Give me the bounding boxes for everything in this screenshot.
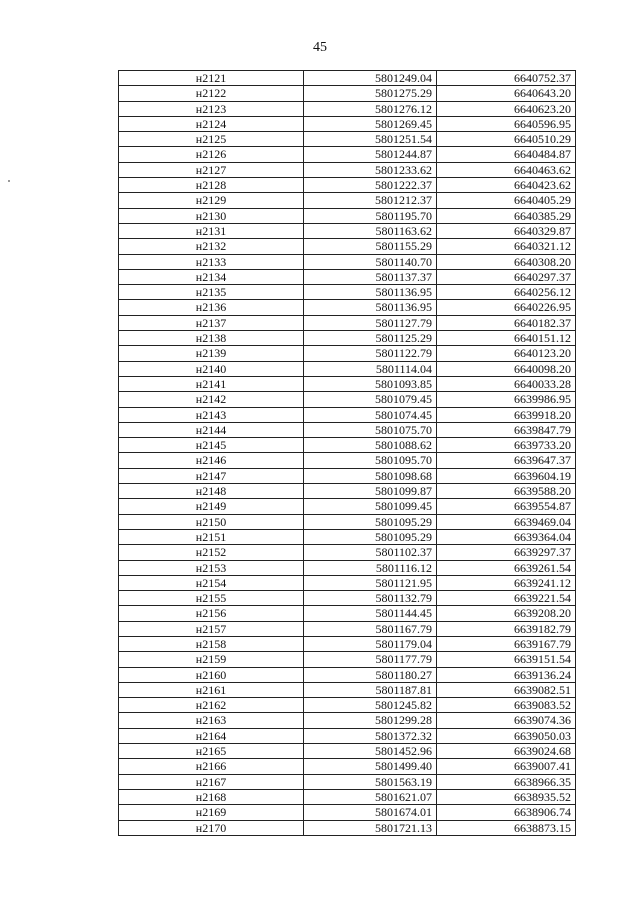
x-coordinate-cell: 5801275.29 bbox=[304, 86, 437, 101]
y-coordinate-cell: 6640123.20 bbox=[437, 346, 576, 361]
table-row bbox=[119, 254, 576, 269]
table-row bbox=[119, 376, 576, 391]
point-name-cell: н2121 bbox=[119, 71, 304, 86]
x-coordinate-cell: 5801563.19 bbox=[304, 774, 437, 789]
table-row bbox=[119, 193, 576, 208]
x-coordinate-cell: 5801095.29 bbox=[304, 514, 437, 529]
margin-mark bbox=[8, 180, 10, 182]
y-coordinate-cell: 6639136.24 bbox=[437, 667, 576, 682]
point-name-cell: н2154 bbox=[119, 575, 304, 590]
y-coordinate-cell: 6639588.20 bbox=[437, 484, 576, 499]
x-coordinate-cell: 5801452.96 bbox=[304, 744, 437, 759]
point-name-cell: н2144 bbox=[119, 422, 304, 437]
x-coordinate-cell: 5801163.62 bbox=[304, 223, 437, 238]
table-row bbox=[119, 575, 576, 590]
table-row bbox=[119, 805, 576, 820]
table-row bbox=[119, 453, 576, 468]
table-row bbox=[119, 315, 576, 330]
table-row bbox=[119, 713, 576, 728]
point-name-cell: н2132 bbox=[119, 239, 304, 254]
point-name-cell: н2149 bbox=[119, 499, 304, 514]
y-coordinate-cell: 6640308.20 bbox=[437, 254, 576, 269]
y-coordinate-cell: 6639647.37 bbox=[437, 453, 576, 468]
x-coordinate-cell: 5801095.29 bbox=[304, 529, 437, 544]
y-coordinate-cell: 6639208.20 bbox=[437, 606, 576, 621]
y-coordinate-cell: 6640463.62 bbox=[437, 162, 576, 177]
y-coordinate-cell: 6639221.54 bbox=[437, 591, 576, 606]
x-coordinate-cell: 5801187.81 bbox=[304, 682, 437, 697]
x-coordinate-cell: 5801244.87 bbox=[304, 147, 437, 162]
point-name-cell: н2163 bbox=[119, 713, 304, 728]
y-coordinate-cell: 6639241.12 bbox=[437, 575, 576, 590]
table-row bbox=[119, 178, 576, 193]
point-name-cell: н2162 bbox=[119, 698, 304, 713]
table-row bbox=[119, 468, 576, 483]
table-row bbox=[119, 606, 576, 621]
y-coordinate-cell: 6638935.52 bbox=[437, 789, 576, 804]
point-name-cell: н2125 bbox=[119, 132, 304, 147]
table-row bbox=[119, 101, 576, 116]
y-coordinate-cell: 6640385.29 bbox=[437, 208, 576, 223]
x-coordinate-cell: 5801098.68 bbox=[304, 468, 437, 483]
x-coordinate-cell: 5801088.62 bbox=[304, 438, 437, 453]
x-coordinate-cell: 5801136.95 bbox=[304, 300, 437, 315]
point-name-cell: н2147 bbox=[119, 468, 304, 483]
x-coordinate-cell: 5801140.70 bbox=[304, 254, 437, 269]
y-coordinate-cell: 6639024.68 bbox=[437, 744, 576, 759]
y-coordinate-cell: 6640405.29 bbox=[437, 193, 576, 208]
point-name-cell: н2169 bbox=[119, 805, 304, 820]
x-coordinate-cell: 5801674.01 bbox=[304, 805, 437, 820]
table-row bbox=[119, 667, 576, 682]
x-coordinate-cell: 5801144.45 bbox=[304, 606, 437, 621]
x-coordinate-cell: 5801276.12 bbox=[304, 101, 437, 116]
x-coordinate-cell: 5801099.45 bbox=[304, 499, 437, 514]
point-name-cell: н2126 bbox=[119, 147, 304, 162]
x-coordinate-cell: 5801132.79 bbox=[304, 591, 437, 606]
point-name-cell: н2167 bbox=[119, 774, 304, 789]
y-coordinate-cell: 6640098.20 bbox=[437, 361, 576, 376]
x-coordinate-cell: 5801212.37 bbox=[304, 193, 437, 208]
table-row bbox=[119, 774, 576, 789]
coordinates-table bbox=[118, 70, 576, 836]
y-coordinate-cell: 6639297.37 bbox=[437, 545, 576, 560]
point-name-cell: н2145 bbox=[119, 438, 304, 453]
y-coordinate-cell: 6639074.36 bbox=[437, 713, 576, 728]
table-row bbox=[119, 728, 576, 743]
point-name-cell: н2131 bbox=[119, 223, 304, 238]
point-name-cell: н2161 bbox=[119, 682, 304, 697]
y-coordinate-cell: 6640033.28 bbox=[437, 376, 576, 391]
x-coordinate-cell: 5801372.32 bbox=[304, 728, 437, 743]
x-coordinate-cell: 5801249.04 bbox=[304, 71, 437, 86]
y-coordinate-cell: 6639554.87 bbox=[437, 499, 576, 514]
y-coordinate-cell: 6639847.79 bbox=[437, 422, 576, 437]
x-coordinate-cell: 5801167.79 bbox=[304, 621, 437, 636]
x-coordinate-cell: 5801116.12 bbox=[304, 560, 437, 575]
table-row bbox=[119, 484, 576, 499]
y-coordinate-cell: 6639007.41 bbox=[437, 759, 576, 774]
y-coordinate-cell: 6640256.12 bbox=[437, 285, 576, 300]
table-row bbox=[119, 514, 576, 529]
table-row bbox=[119, 116, 576, 131]
x-coordinate-cell: 5801095.70 bbox=[304, 453, 437, 468]
point-name-cell: н2155 bbox=[119, 591, 304, 606]
x-coordinate-cell: 5801721.13 bbox=[304, 820, 437, 835]
point-name-cell: н2139 bbox=[119, 346, 304, 361]
x-coordinate-cell: 5801299.28 bbox=[304, 713, 437, 728]
x-coordinate-cell: 5801499.40 bbox=[304, 759, 437, 774]
point-name-cell: н2152 bbox=[119, 545, 304, 560]
coordinates-table-body bbox=[119, 71, 576, 836]
point-name-cell: н2170 bbox=[119, 820, 304, 835]
table-row bbox=[119, 621, 576, 636]
table-row bbox=[119, 239, 576, 254]
table-row bbox=[119, 132, 576, 147]
y-coordinate-cell: 6640752.37 bbox=[437, 71, 576, 86]
x-coordinate-cell: 5801079.45 bbox=[304, 392, 437, 407]
y-coordinate-cell: 6638906.74 bbox=[437, 805, 576, 820]
point-name-cell: н2123 bbox=[119, 101, 304, 116]
table-row bbox=[119, 300, 576, 315]
x-coordinate-cell: 5801102.37 bbox=[304, 545, 437, 560]
point-name-cell: н2143 bbox=[119, 407, 304, 422]
x-coordinate-cell: 5801222.37 bbox=[304, 178, 437, 193]
x-coordinate-cell: 5801114.04 bbox=[304, 361, 437, 376]
x-coordinate-cell: 5801245.82 bbox=[304, 698, 437, 713]
point-name-cell: н2142 bbox=[119, 392, 304, 407]
x-coordinate-cell: 5801621.07 bbox=[304, 789, 437, 804]
x-coordinate-cell: 5801125.29 bbox=[304, 331, 437, 346]
table-row bbox=[119, 744, 576, 759]
point-name-cell: н2166 bbox=[119, 759, 304, 774]
y-coordinate-cell: 6640423.62 bbox=[437, 178, 576, 193]
point-name-cell: н2151 bbox=[119, 529, 304, 544]
point-name-cell: н2130 bbox=[119, 208, 304, 223]
y-coordinate-cell: 6640182.37 bbox=[437, 315, 576, 330]
y-coordinate-cell: 6639151.54 bbox=[437, 652, 576, 667]
point-name-cell: н2128 bbox=[119, 178, 304, 193]
y-coordinate-cell: 6640484.87 bbox=[437, 147, 576, 162]
x-coordinate-cell: 5801233.62 bbox=[304, 162, 437, 177]
point-name-cell: н2136 bbox=[119, 300, 304, 315]
y-coordinate-cell: 6639986.95 bbox=[437, 392, 576, 407]
x-coordinate-cell: 5801177.79 bbox=[304, 652, 437, 667]
x-coordinate-cell: 5801180.27 bbox=[304, 667, 437, 682]
y-coordinate-cell: 6640623.20 bbox=[437, 101, 576, 116]
x-coordinate-cell: 5801195.70 bbox=[304, 208, 437, 223]
point-name-cell: н2138 bbox=[119, 331, 304, 346]
table-row bbox=[119, 269, 576, 284]
table-row bbox=[119, 529, 576, 544]
point-name-cell: н2124 bbox=[119, 116, 304, 131]
y-coordinate-cell: 6640596.95 bbox=[437, 116, 576, 131]
table-row bbox=[119, 407, 576, 422]
x-coordinate-cell: 5801099.87 bbox=[304, 484, 437, 499]
x-coordinate-cell: 5801074.45 bbox=[304, 407, 437, 422]
y-coordinate-cell: 6640226.95 bbox=[437, 300, 576, 315]
y-coordinate-cell: 6639082.51 bbox=[437, 682, 576, 697]
x-coordinate-cell: 5801136.95 bbox=[304, 285, 437, 300]
y-coordinate-cell: 6638873.15 bbox=[437, 820, 576, 835]
y-coordinate-cell: 6640329.87 bbox=[437, 223, 576, 238]
x-coordinate-cell: 5801093.85 bbox=[304, 376, 437, 391]
table-row bbox=[119, 820, 576, 835]
y-coordinate-cell: 6639733.20 bbox=[437, 438, 576, 453]
table-row bbox=[119, 636, 576, 651]
point-name-cell: н2135 bbox=[119, 285, 304, 300]
table-row bbox=[119, 789, 576, 804]
y-coordinate-cell: 6640321.12 bbox=[437, 239, 576, 254]
table-row bbox=[119, 759, 576, 774]
point-name-cell: н2165 bbox=[119, 744, 304, 759]
y-coordinate-cell: 6639364.04 bbox=[437, 529, 576, 544]
x-coordinate-cell: 5801127.79 bbox=[304, 315, 437, 330]
table-row bbox=[119, 545, 576, 560]
x-coordinate-cell: 5801179.04 bbox=[304, 636, 437, 651]
table-row bbox=[119, 147, 576, 162]
x-coordinate-cell: 5801269.45 bbox=[304, 116, 437, 131]
table-row bbox=[119, 591, 576, 606]
table-row bbox=[119, 162, 576, 177]
y-coordinate-cell: 6639469.04 bbox=[437, 514, 576, 529]
page-number: 45 bbox=[313, 40, 327, 55]
y-coordinate-cell: 6639083.52 bbox=[437, 698, 576, 713]
point-name-cell: н2156 bbox=[119, 606, 304, 621]
table-row bbox=[119, 438, 576, 453]
table-row bbox=[119, 560, 576, 575]
x-coordinate-cell: 5801251.54 bbox=[304, 132, 437, 147]
y-coordinate-cell: 6639604.19 bbox=[437, 468, 576, 483]
point-name-cell: н2160 bbox=[119, 667, 304, 682]
point-name-cell: н2127 bbox=[119, 162, 304, 177]
x-coordinate-cell: 5801155.29 bbox=[304, 239, 437, 254]
table-row bbox=[119, 208, 576, 223]
point-name-cell: н2153 bbox=[119, 560, 304, 575]
point-name-cell: н2168 bbox=[119, 789, 304, 804]
table-row bbox=[119, 652, 576, 667]
table-row bbox=[119, 499, 576, 514]
table-row bbox=[119, 392, 576, 407]
table-row bbox=[119, 331, 576, 346]
point-name-cell: н2159 bbox=[119, 652, 304, 667]
x-coordinate-cell: 5801121.95 bbox=[304, 575, 437, 590]
point-name-cell: н2141 bbox=[119, 376, 304, 391]
y-coordinate-cell: 6640151.12 bbox=[437, 331, 576, 346]
table-row bbox=[119, 223, 576, 238]
point-name-cell: н2148 bbox=[119, 484, 304, 499]
x-coordinate-cell: 5801122.79 bbox=[304, 346, 437, 361]
y-coordinate-cell: 6639182.79 bbox=[437, 621, 576, 636]
y-coordinate-cell: 6639918.20 bbox=[437, 407, 576, 422]
x-coordinate-cell: 5801075.70 bbox=[304, 422, 437, 437]
point-name-cell: н2157 bbox=[119, 621, 304, 636]
point-name-cell: н2150 bbox=[119, 514, 304, 529]
point-name-cell: н2134 bbox=[119, 269, 304, 284]
table-row bbox=[119, 361, 576, 376]
table-row bbox=[119, 422, 576, 437]
table-row bbox=[119, 682, 576, 697]
y-coordinate-cell: 6639261.54 bbox=[437, 560, 576, 575]
y-coordinate-cell: 6639167.79 bbox=[437, 636, 576, 651]
point-name-cell: н2122 bbox=[119, 86, 304, 101]
table-row bbox=[119, 285, 576, 300]
point-name-cell: н2133 bbox=[119, 254, 304, 269]
y-coordinate-cell: 6639050.03 bbox=[437, 728, 576, 743]
y-coordinate-cell: 6640510.29 bbox=[437, 132, 576, 147]
point-name-cell: н2129 bbox=[119, 193, 304, 208]
point-name-cell: н2146 bbox=[119, 453, 304, 468]
point-name-cell: н2137 bbox=[119, 315, 304, 330]
y-coordinate-cell: 6640643.20 bbox=[437, 86, 576, 101]
point-name-cell: н2140 bbox=[119, 361, 304, 376]
point-name-cell: н2164 bbox=[119, 728, 304, 743]
x-coordinate-cell: 5801137.37 bbox=[304, 269, 437, 284]
table-row bbox=[119, 698, 576, 713]
table-row bbox=[119, 86, 576, 101]
y-coordinate-cell: 6640297.37 bbox=[437, 269, 576, 284]
table-row bbox=[119, 71, 576, 86]
y-coordinate-cell: 6638966.35 bbox=[437, 774, 576, 789]
point-name-cell: н2158 bbox=[119, 636, 304, 651]
table-row bbox=[119, 346, 576, 361]
